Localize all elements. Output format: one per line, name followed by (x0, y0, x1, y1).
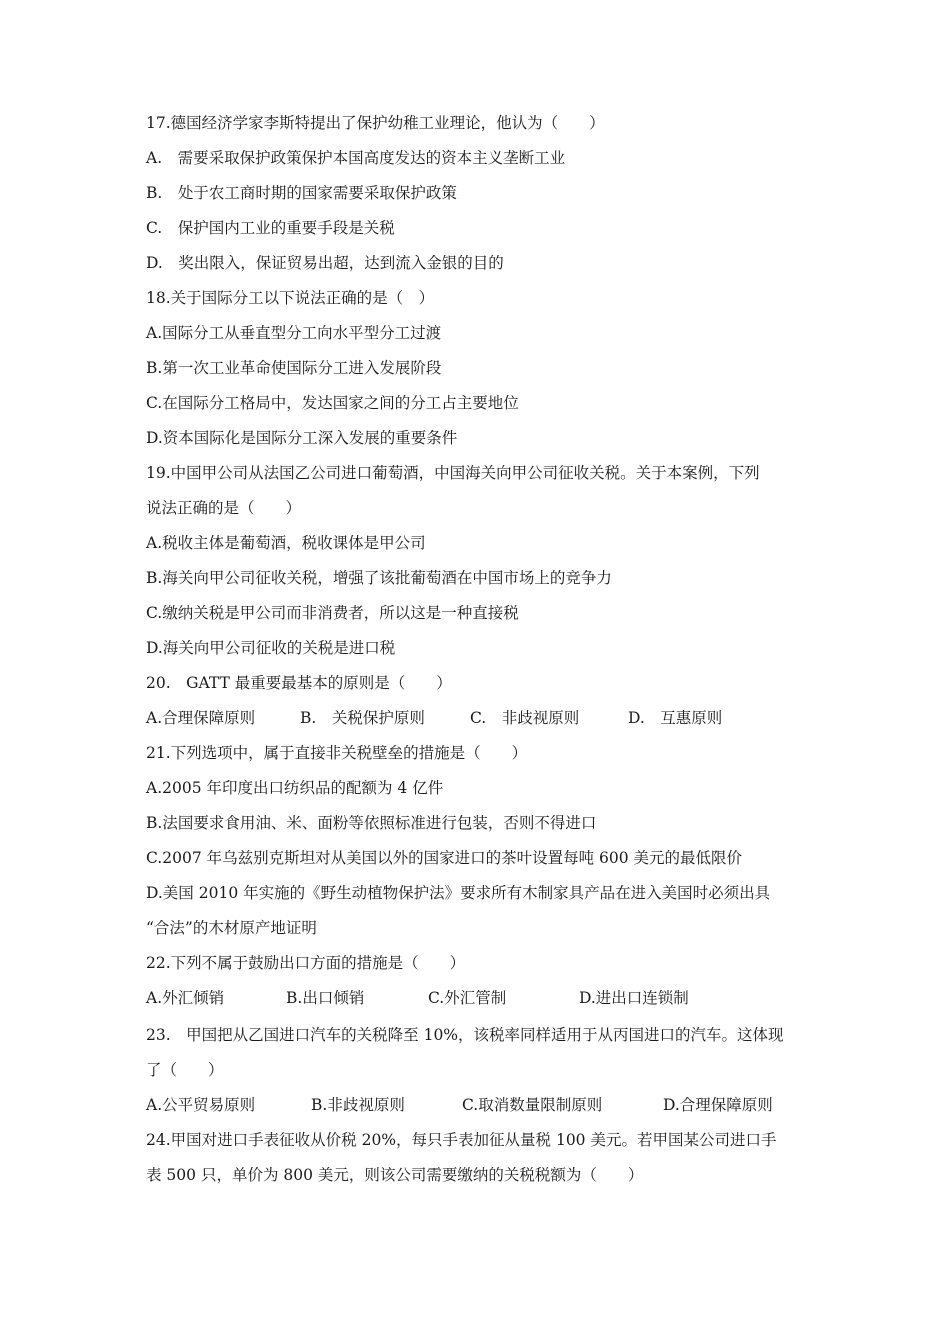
question-18-option-d: D.资本国际化是国际分工深入发展的重要条件 (146, 429, 458, 447)
question-20-option-a: A.合理保障原则 (146, 709, 256, 727)
question-24-stem: 24.甲国对进口手表征收从价税 20%，每只手表加征从量税 100 美元。若甲国某公司进口手 (146, 1131, 777, 1149)
question-21-option-d: D.美国 2010 年实施的《野生动植物保护法》要求所有木制家具产品在进入美国时必须出具 (146, 884, 771, 902)
question-22-option-b: B.出口倾销 (286, 989, 365, 1007)
question-21-stem: 21.下列选项中，属于直接非关税壁垒的措施是（ ） (146, 744, 528, 762)
question-17-option-b: B. 处于农工商时期的国家需要采取保护政策 (146, 184, 457, 202)
question-17-option-c: C. 保护国内工业的重要手段是关税 (146, 219, 395, 237)
question-19-option-c: C.缴纳关税是甲公司而非消费者，所以这是一种直接税 (146, 604, 519, 622)
question-20-option-b: B. 关税保护原则 (300, 709, 425, 727)
question-21-option-c: C.2007 年乌兹别克斯坦对从美国以外的国家进口的茶叶设置每吨 600 美元的最低限价 (146, 849, 743, 867)
question-19-option-d: D.海关向甲公司征收的关税是进口税 (146, 639, 396, 657)
question-19-option-b: B.海关向甲公司征收关税，增强了该批葡萄酒在中国市场上的竞争力 (146, 569, 612, 587)
question-21-option-b: B.法国要求食用油、米、面粉等依照标准进行包装，否则不得进口 (146, 814, 597, 832)
question-17-option-a: A. 需要采取保护政策保护本国高度发达的资本主义垄断工业 (146, 149, 566, 167)
question-21-option-a: A.2005 年印度出口纺织品的配额为 4 亿件 (146, 779, 444, 797)
question-17-option-d: D. 奖出限入，保证贸易出超，达到流入金银的目的 (146, 254, 504, 272)
question-22-option-c: C.外汇管制 (428, 989, 507, 1007)
question-23-stem: 23. 甲国把从乙国进口汽车的关税降至 10%，该税率同样适用于从丙国进口的汽车。这体现 (146, 1026, 784, 1044)
question-18-option-a: A.国际分工从垂直型分工向水平型分工过渡 (146, 324, 442, 342)
question-19-stem: 19.中国甲公司从法国乙公司进口葡萄酒，中国海关向甲公司征收关税。关于本案例，下列 (146, 464, 760, 482)
question-23-option-b: B.非歧视原则 (311, 1096, 405, 1114)
question-23-option-d: D.合理保障原则 (663, 1096, 773, 1114)
question-23-stem-continued: 了（ ） (146, 1061, 224, 1079)
question-18-option-b: B.第一次工业革命使国际分工进入发展阶段 (146, 359, 442, 377)
question-22-stem: 22.下列不属于鼓励出口方面的措施是（ ） (146, 954, 466, 972)
question-20-option-c: C. 非歧视原则 (470, 709, 580, 727)
question-21-option-d-continued: “合法”的木材原产地证明 (146, 919, 317, 937)
question-20-option-d: D. 互惠原则 (628, 709, 723, 727)
question-23-option-a: A.公平贸易原则 (146, 1096, 256, 1114)
question-22-option-a: A.外汇倾销 (146, 989, 225, 1007)
question-19-option-a: A.税收主体是葡萄酒，税收课体是甲公司 (146, 534, 426, 552)
question-17-stem: 17.德国经济学家李斯特提出了保护幼稚工业理论，他认为（ ） (146, 114, 605, 132)
question-22-option-d: D.进出口连锁制 (579, 989, 689, 1007)
question-20-stem: 20. GATT 最重要最基本的原则是（ ） (146, 674, 452, 692)
question-18-option-c: C.在国际分工格局中，发达国家之间的分工占主要地位 (146, 394, 519, 412)
question-24-stem-continued: 表 500 只，单价为 800 美元，则该公司需要缴纳的关税税额为（ ） (146, 1166, 644, 1184)
question-23-option-c: C.取消数量限制原则 (462, 1096, 603, 1114)
question-18-stem: 18.关于国际分工以下说法正确的是（ ） (146, 289, 435, 307)
question-19-stem-continued: 说法正确的是（ ） (146, 499, 302, 517)
